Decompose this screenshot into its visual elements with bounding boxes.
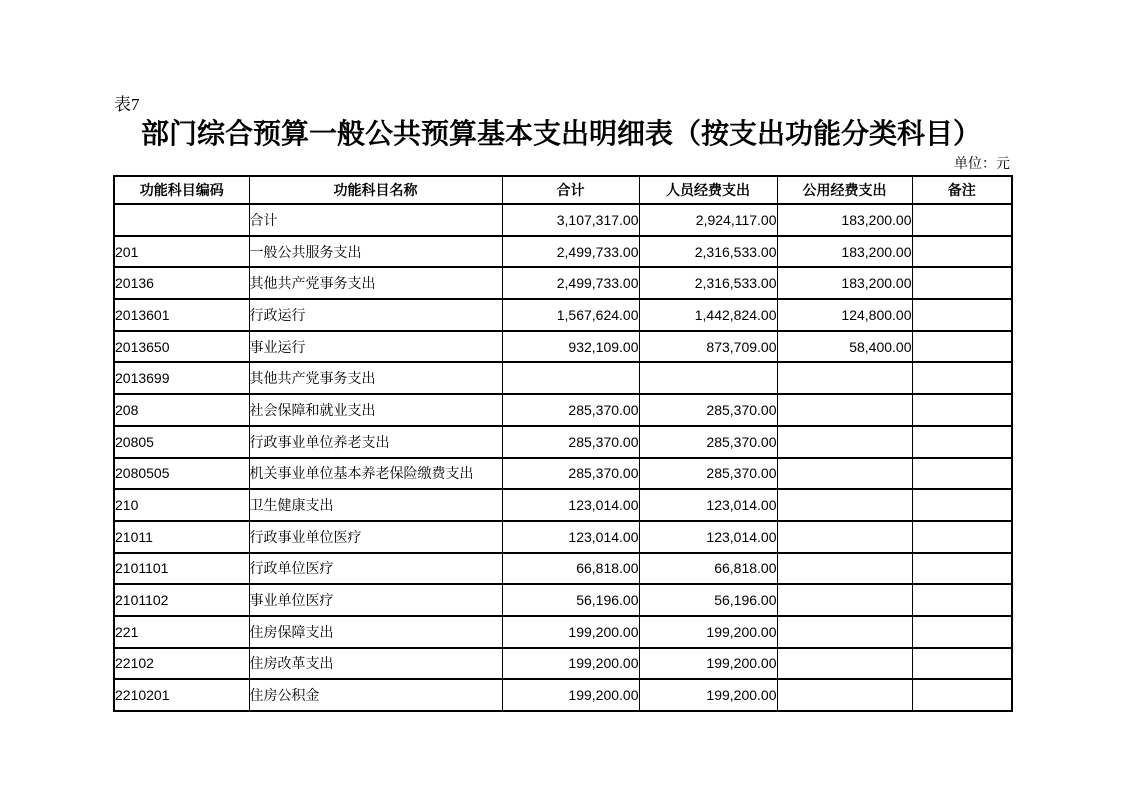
cell-total: 1,567,624.00 <box>502 299 639 331</box>
cell-remark <box>912 553 1012 585</box>
cell-personnel: 199,200.00 <box>639 679 777 711</box>
cell-personnel: 199,200.00 <box>639 648 777 680</box>
cell-personnel: 199,200.00 <box>639 616 777 648</box>
cell-personnel: 66,818.00 <box>639 553 777 585</box>
cell-public-expense <box>777 584 912 616</box>
cell-personnel: 123,014.00 <box>639 489 777 521</box>
cell-public-expense: 183,200.00 <box>777 204 912 236</box>
cell-code: 210 <box>114 489 249 521</box>
cell-public-expense: 124,800.00 <box>777 299 912 331</box>
cell-code <box>114 204 249 236</box>
cell-name: 合计 <box>249 204 502 236</box>
cell-public-expense <box>777 648 912 680</box>
cell-total: 199,200.00 <box>502 679 639 711</box>
cell-code: 22102 <box>114 648 249 680</box>
budget-table <box>113 175 1013 712</box>
cell-name: 一般公共服务支出 <box>249 236 502 268</box>
column-header-name: 功能科目名称 <box>249 176 502 204</box>
cell-code: 2013601 <box>114 299 249 331</box>
table-header <box>114 176 1012 204</box>
cell-total: 285,370.00 <box>502 458 639 490</box>
column-header-code: 功能科目编码 <box>114 176 249 204</box>
table-row <box>114 394 1012 426</box>
cell-remark <box>912 331 1012 363</box>
table-row <box>114 489 1012 521</box>
cell-personnel: 1,442,824.00 <box>639 299 777 331</box>
cell-total: 123,014.00 <box>502 521 639 553</box>
cell-remark <box>912 362 1012 394</box>
cell-name: 其他共产党事务支出 <box>249 267 502 299</box>
column-header-personnel: 人员经费支出 <box>639 176 777 204</box>
cell-total: 3,107,317.00 <box>502 204 639 236</box>
table-row <box>114 426 1012 458</box>
table-body <box>114 204 1012 711</box>
table-row <box>114 584 1012 616</box>
cell-code: 20136 <box>114 267 249 299</box>
table-row <box>114 331 1012 363</box>
cell-public-expense <box>777 394 912 426</box>
cell-name: 机关事业单位基本养老保险缴费支出 <box>249 458 502 490</box>
cell-name: 事业运行 <box>249 331 502 363</box>
cell-personnel: 873,709.00 <box>639 331 777 363</box>
cell-total: 56,196.00 <box>502 584 639 616</box>
cell-name: 行政事业单位医疗 <box>249 521 502 553</box>
cell-remark <box>912 584 1012 616</box>
cell-public-expense <box>777 616 912 648</box>
cell-total: 199,200.00 <box>502 648 639 680</box>
cell-personnel: 285,370.00 <box>639 458 777 490</box>
cell-name: 事业单位医疗 <box>249 584 502 616</box>
cell-name: 社会保障和就业支出 <box>249 394 502 426</box>
cell-code: 20805 <box>114 426 249 458</box>
table-row <box>114 204 1012 236</box>
cell-public-expense: 58,400.00 <box>777 331 912 363</box>
cell-public-expense <box>777 426 912 458</box>
cell-remark <box>912 489 1012 521</box>
cell-remark <box>912 616 1012 648</box>
cell-total: 199,200.00 <box>502 616 639 648</box>
cell-total: 285,370.00 <box>502 426 639 458</box>
page-title: 部门综合预算一般公共预算基本支出明细表（按支出功能分类科目） <box>140 119 981 150</box>
cell-code: 201 <box>114 236 249 268</box>
cell-name: 卫生健康支出 <box>249 489 502 521</box>
cell-remark <box>912 679 1012 711</box>
cell-remark <box>912 267 1012 299</box>
cell-name: 住房改革支出 <box>249 648 502 680</box>
cell-code: 221 <box>114 616 249 648</box>
cell-total: 2,499,733.00 <box>502 236 639 268</box>
table-row <box>114 299 1012 331</box>
cell-code: 2013699 <box>114 362 249 394</box>
column-header-total: 合计 <box>502 176 639 204</box>
cell-code: 2101101 <box>114 553 249 585</box>
cell-public-expense <box>777 679 912 711</box>
header-row <box>114 176 1012 204</box>
cell-public-expense <box>777 362 912 394</box>
cell-code: 2080505 <box>114 458 249 490</box>
cell-personnel: 285,370.00 <box>639 394 777 426</box>
cell-code: 2101102 <box>114 584 249 616</box>
cell-public-expense <box>777 521 912 553</box>
table-row <box>114 362 1012 394</box>
cell-name: 住房公积金 <box>249 679 502 711</box>
cell-public-expense <box>777 458 912 490</box>
cell-name: 行政事业单位养老支出 <box>249 426 502 458</box>
cell-personnel: 123,014.00 <box>639 521 777 553</box>
table-row <box>114 648 1012 680</box>
cell-personnel: 2,924,117.00 <box>639 204 777 236</box>
table-row <box>114 458 1012 490</box>
cell-remark <box>912 236 1012 268</box>
cell-remark <box>912 426 1012 458</box>
cell-remark <box>912 394 1012 426</box>
cell-total <box>502 362 639 394</box>
cell-personnel: 2,316,533.00 <box>639 236 777 268</box>
cell-name: 住房保障支出 <box>249 616 502 648</box>
cell-code: 2210201 <box>114 679 249 711</box>
cell-public-expense: 183,200.00 <box>777 267 912 299</box>
cell-public-expense: 183,200.00 <box>777 236 912 268</box>
cell-code: 21011 <box>114 521 249 553</box>
table-row <box>114 236 1012 268</box>
cell-total: 66,818.00 <box>502 553 639 585</box>
table-number-label: 表7 <box>114 95 140 114</box>
cell-total: 123,014.00 <box>502 489 639 521</box>
cell-remark <box>912 458 1012 490</box>
cell-total: 2,499,733.00 <box>502 267 639 299</box>
cell-remark <box>912 521 1012 553</box>
column-header-public: 公用经费支出 <box>777 176 912 204</box>
table-row <box>114 553 1012 585</box>
table-row <box>114 267 1012 299</box>
cell-name: 其他共产党事务支出 <box>249 362 502 394</box>
cell-public-expense <box>777 489 912 521</box>
cell-personnel: 2,316,533.00 <box>639 267 777 299</box>
table-row <box>114 679 1012 711</box>
column-header-remark: 备注 <box>912 176 1012 204</box>
cell-name: 行政单位医疗 <box>249 553 502 585</box>
unit-note: 单位：元 <box>954 157 1010 172</box>
cell-public-expense <box>777 553 912 585</box>
cell-code: 208 <box>114 394 249 426</box>
cell-total: 932,109.00 <box>502 331 639 363</box>
table-row <box>114 616 1012 648</box>
cell-remark <box>912 648 1012 680</box>
cell-personnel: 56,196.00 <box>639 584 777 616</box>
cell-remark <box>912 204 1012 236</box>
cell-personnel <box>639 362 777 394</box>
table-row <box>114 521 1012 553</box>
cell-remark <box>912 299 1012 331</box>
cell-personnel: 285,370.00 <box>639 426 777 458</box>
cell-code: 2013650 <box>114 331 249 363</box>
cell-total: 285,370.00 <box>502 394 639 426</box>
cell-name: 行政运行 <box>249 299 502 331</box>
